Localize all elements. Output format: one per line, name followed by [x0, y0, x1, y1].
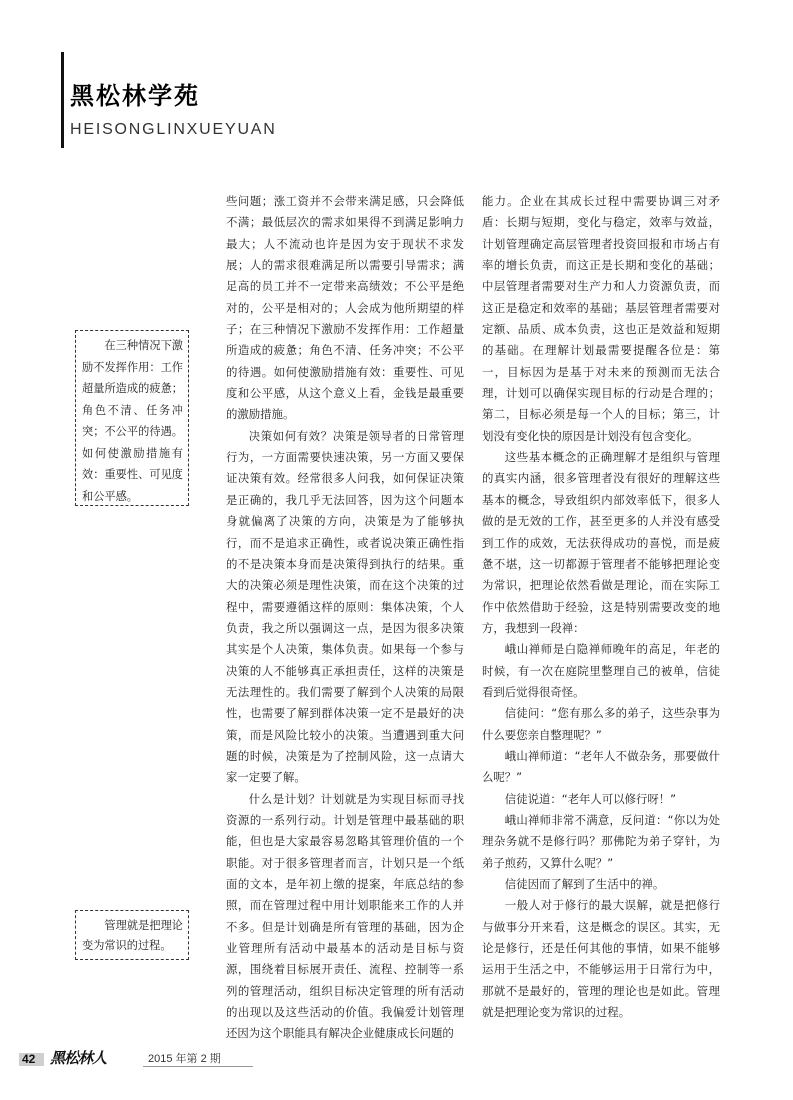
pull-quote-text: 在三种情况下激励不发挥作用：工作超量所造成的疲惫；角色不清、任务冲突；不公平的待遇。如何使激励措施有效：重要性、可见度和公平感。	[82, 339, 183, 503]
paragraph: 峨山禅师非常不满意，反问道：“你以为处理杂务就不是修行吗？那佛陀为弟子穿针，为弟子煎药，又算什么呢？”	[482, 812, 720, 870]
issue-label: 2015 年第 2 期	[148, 1053, 221, 1065]
paragraph: 信徒说道：“老年人可以修行呀！”	[504, 791, 677, 806]
paragraph: 信徒问：“您有那么多的弟子，这些杂事为什么要您亲自整理呢？”	[482, 706, 720, 742]
article-column-right	[482, 191, 720, 1023]
section-title-cn: 黑松林学苑	[70, 82, 200, 110]
page-number: 42	[22, 1052, 36, 1066]
paragraph: 峨山禅师是白隐禅师晚年的高足，年老的时候，有一次在庭院里整理自己的被单，信徒看到后觉得很奇怪。	[482, 642, 720, 699]
article-column-left	[226, 191, 464, 1045]
paragraph: 能力。企业在其成长过程中需要协调三对矛盾：长期与短期，变化与稳定，效率与效益，计划管理确定高层管理者投资回报和市场占有率的增长负责，而这正是长期和变化的基础；中层管理者需要对生产力和人力资源负责，而这正是稳定和效率的基础；基层管理者需要对定额、品质、成本负责，这也正是效益和短期的基础。在理解计划最需要提醒各位是：第一，目标因为是基于对未来的预测而无法合理，计划可以确保实现目标的行动是合理的；第二，目标必须是每一个人的目标；第三，计划没有变化快的原因是计划没有包含变化。	[482, 194, 720, 443]
page-footer	[19, 1051, 234, 1070]
paragraph: 这些基本概念的正确理解才是组织与管理的真实内涵，很多管理者没有很好的理解这些基本的概念，导致组织内部效率低下，很多人做的是无效的工作，甚至更多的人并没有感受到工作的成效，无法获得成功的喜悦，而是疲惫不堪，这一切都源于管理者不能够把理论变为常识，把理论依然看做是理论，而在实际工作中依然借助于经验，这是特别需要改变的地方，我想到一段禅：	[482, 450, 720, 635]
header-accent-bar	[61, 52, 64, 148]
section-title-en: HEISONGLINXUEYUAN	[70, 121, 277, 138]
magazine-logo: 黑松林人	[50, 1049, 107, 1067]
paragraph: 什么是计划？计划就是为实现目标而寻找资源的一系列行动。计划是管理中最基础的职能，但也是大家最容易忽略其管理价值的一个职能。对于很多管理者而言，计划只是一个纸面的文本，是年初上缴的提案，年底总结的参照，而在管理过程中用计划职能来工作的人并不多。但是计划确是所有管理的基础，因为企业管理所有活动中最基本的活动是目标与资源，围绕着目标展开责任、流程、控制等一系列的管理活动，组织目标决定管理的所有活动的出现以及这些活动的价值。我偏爱计划管理还因为这个职能具有解决企业健康成长问题的	[226, 791, 464, 1041]
paragraph: 决策如何有效？决策是领导者的日常管理行为，一方面需要快速决策，另一方面又要保证决策有效。经常很多人问我，如何保证决策是正确的，我几乎无法回答，因为这个问题本身就偏离了决策的方向，决策是为了能够执行，而不是追求正确性，或者说决策正确性指的不是决策本身而是决策得到执行的结果。重大的决策必须是理性决策，而在这个决策的过程中，需要遵循这样的原则：集体决策，个人负责，我之所以强调这一点，是因为很多决策其实是个人决策，集体负责。如果每一个参与决策的人不能够真正承担责任，这样的决策是无法理性的。我们需要了解到个人决策的局限性，也需要了解到群体决策一定不是最好的决策，而是风险比较小的决策。当遭遇到重大问题的时候，决策是为了控制风险，这一点请大家一定要了解。	[226, 428, 464, 785]
pull-quote-text: 管理就是把理论变为常识的过程。	[82, 919, 183, 952]
pull-quote-motivation	[75, 330, 189, 506]
footer-rule	[143, 1066, 253, 1067]
paragraph: 峨山禅师道：“老年人不做杂务，那要做什么呢？”	[482, 748, 720, 785]
paragraph: 信徒因而了解到了生活中的禅。	[504, 877, 665, 891]
paragraph: 些问题；涨工资并不会带来满足感，只会降低不满；最低层次的需求如果得不到满足影响力最大；人不流动也许是因为安于现状不求发展；人的需求很难满足所以需要引导需求；满足高的员工并不一定带来高绩效；不公平是绝对的，公平是相对的；人会成为他所期望的样子；在三种情况下激励不发挥作用：工作超量所造成的疲惫；角色不清、任务冲突；不公平的待遇。如何使激励措施有效：重要性、可见度和公平感，从这个意义上看，金钱是最重要的激励措施。	[226, 194, 464, 422]
paragraph: 一般人对于修行的最大误解，就是把修行与做事分开来看，这是概念的误区。其实，无论是修行，还是任何其他的事情，如果不能够运用于生活之中，不能够运用于日常行为中，那就不是最好的，管理的理论也是如此。管理就是把理论变为常识的过程。	[482, 898, 720, 1020]
pull-quote-theory	[75, 910, 189, 960]
